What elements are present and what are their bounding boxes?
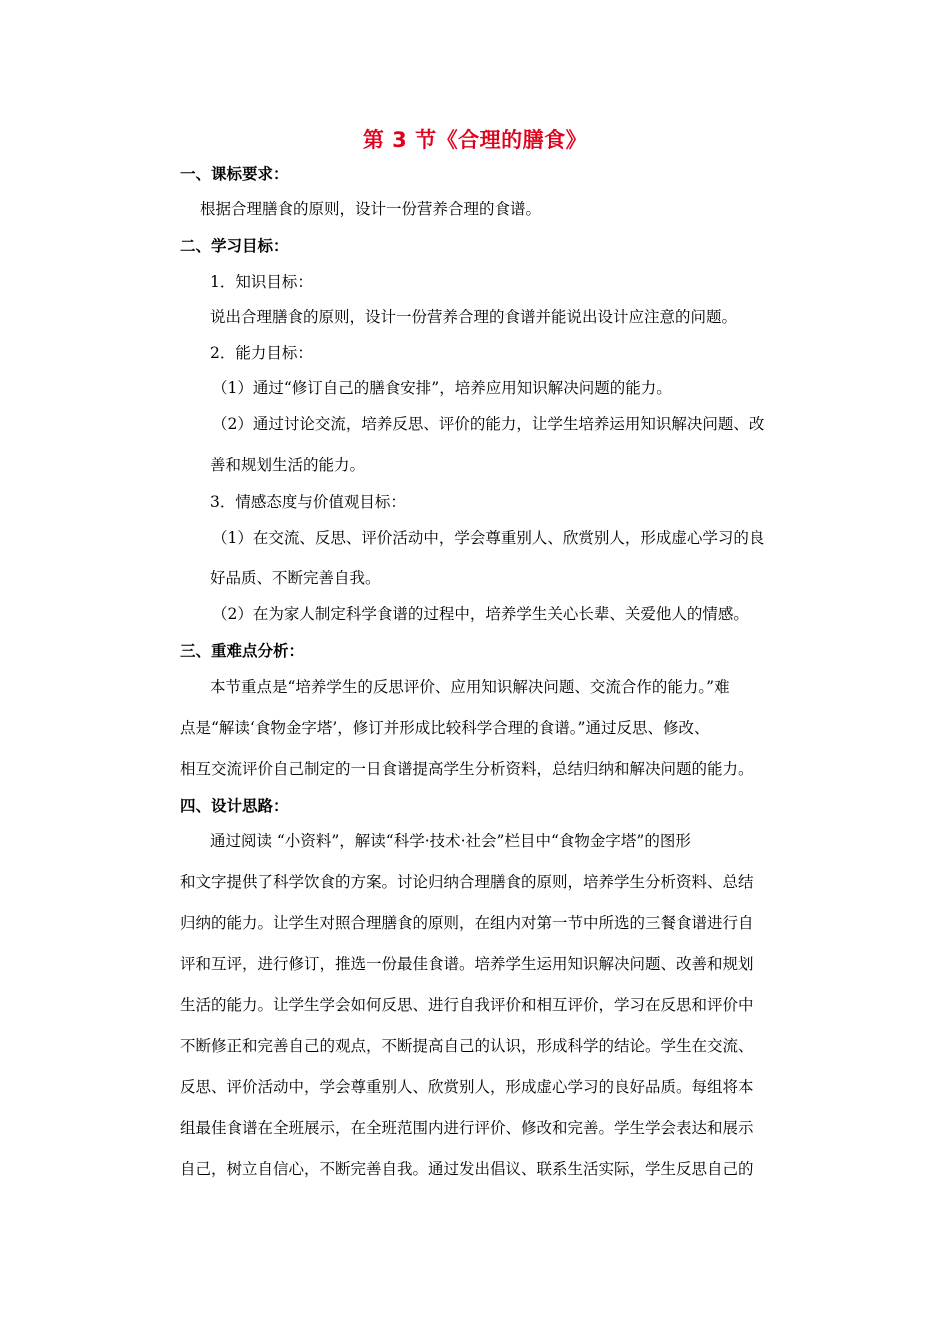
paragraph-line: （1）在交流、反思、评价活动中，学会尊重别人、欣赏别人，形成虚心学习的良 (212, 529, 765, 547)
paragraph-line: 不断修正和完善自己的观点，不断提高自己的认识，形成科学的结论。学生在交流、 (180, 1037, 754, 1055)
paragraph-line: 自己，树立自信心，不断完善自我。通过发出倡议、联系生活实际，学生反思自己的 (180, 1160, 754, 1178)
paragraph-line: 善和规划生活的能力。 (210, 456, 366, 474)
paragraph-line: 本节重点是“培养学生的反思评价、应用知识解决问题、交流合作的能力。”难 (210, 678, 730, 696)
section-heading-design: 四、设计思路： (180, 797, 289, 815)
paragraph-line: 通过阅读 “小资料”，解读“科学·技术·社会”栏目中“食物金字塔”的图形 (210, 832, 691, 850)
paragraph-line: 归纳的能力。让学生对照合理膳食的原则，在组内对第一节中所选的三餐食谱进行自 (180, 914, 754, 932)
page-title: 第 3 节《合理的膳食》 (362, 128, 588, 152)
section-heading-key-points: 三、重难点分析： (180, 642, 305, 660)
paragraph-line: 根据合理膳食的原则，设计一份营养合理的食谱。 (200, 200, 542, 218)
paragraph-line: 反思、评价活动中，学会尊重别人、欣赏别人，形成虚心学习的良好品质。每组将本 (180, 1078, 754, 1096)
paragraph-line: （1）通过“修订自己的膳食安排”，培养应用知识解决问题的能力。 (212, 379, 672, 397)
paragraph-line: （2）通过讨论交流，培养反思、评价的能力，让学生培养运用知识解决问题、改 (212, 415, 765, 433)
paragraph-line: 评和互评，进行修订，推选一份最佳食谱。培养学生运用知识解决问题、改善和规划 (180, 955, 754, 973)
subheading-knowledge: 1．知识目标： (210, 273, 313, 291)
subheading-attitude: 3．情感态度与价值观目标： (210, 493, 406, 511)
paragraph-line: 组最佳食谱在全班展示，在全班范围内进行评价、修改和完善。学生学会表达和展示 (180, 1119, 754, 1137)
paragraph-line: 相互交流评价自己制定的一日食谱提高学生分析资料，总结归纳和解决问题的能力。 (180, 760, 754, 778)
paragraph-line: 生活的能力。让学生学会如何反思、进行自我评价和相互评价，学习在反思和评价中 (180, 996, 754, 1014)
section-heading-standards: 一、课标要求： (180, 165, 289, 183)
paragraph-line: 说出合理膳食的原则，设计一份营养合理的食谱并能说出设计应注意的问题。 (210, 308, 738, 326)
section-heading-objectives: 二、学习目标： (180, 237, 289, 255)
paragraph-line: （2）在为家人制定科学食谱的过程中，培养学生关心长辈、关爱他人的情感。 (212, 605, 749, 623)
paragraph-line: 和文字提供了科学饮食的方案。讨论归纳合理膳食的原则，培养学生分析资料、总结 (180, 873, 754, 891)
subheading-ability: 2．能力目标： (210, 344, 313, 362)
paragraph-line: 好品质、不断完善自我。 (210, 569, 381, 587)
paragraph-line: 点是“解读‘食物金字塔’，修订并形成比较科学合理的食谱。”通过反思、修改、 (180, 719, 710, 737)
